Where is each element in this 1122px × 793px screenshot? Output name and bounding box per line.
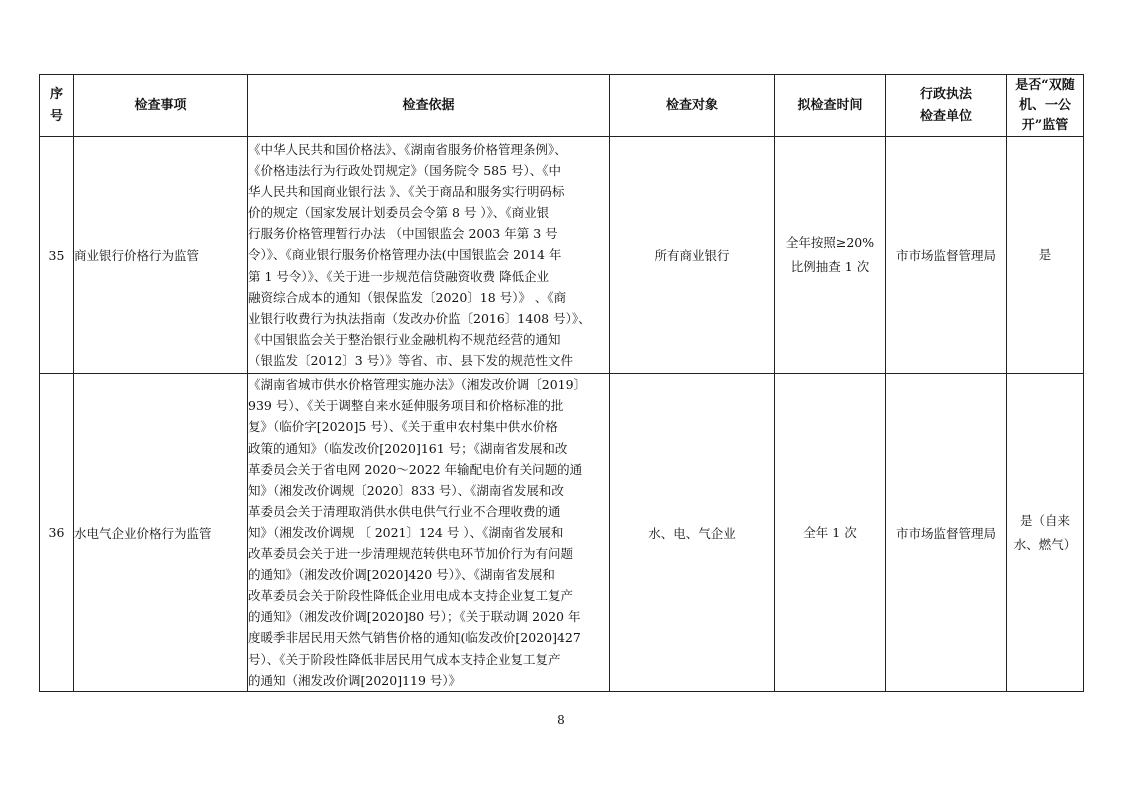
cell-seq: 36 [40,374,74,692]
header-target: 检查对象 [610,75,775,137]
cell-item: 商业银行价格行为监管 [74,137,248,374]
header-unit: 行政执法 检查单位 [886,75,1007,137]
cell-unit: 市市场监督管理局 [886,137,1007,374]
header-time: 拟检查时间 [775,75,886,137]
cell-time: 全年按照≥20% 比例抽查 1 次 [775,137,886,374]
cell-dual-random: 是 [1007,137,1084,374]
cell-target: 所有商业银行 [610,137,775,374]
header-row [40,75,1084,137]
header-item: 检查事项 [74,75,248,137]
cell-seq: 35 [40,137,74,374]
inspection-table [39,74,1084,692]
header-seq: 序 号 [40,75,74,137]
cell-time: 全年 1 次 [775,374,886,692]
cell-basis: 《中华人民共和国价格法》、《湖南省服务价格管理条例》、 《价格违法行为行政处罚规定》（国务院令 585 号）、《中 华人民共和国商业银行法 》、《关于商品和服务实行明码标 价的规定（国家发展计划委员会令第 8 号 ）》、《商业银 行服务价格管理暂行办法 （中国银监会 2003 年第 3 号 令）》、《商业银行服务价格管理办法(中国银监会 2014 年 第 1 号令）》、《关于进一步规范信贷融资收费 降低企业 融资综合成本的通知（银保监发〔2020〕18 号）》 、《商 业银行收费行为执法指南（发改办价监〔2016〕1408 号）》、 《中国银监会关于整治银行业金融机构不规范经营的通知 （银监发〔2012〕3 号）》等省、市、县下发的规范性文件 [248,137,610,374]
cell-dual-random: 是（自来 水、燃气） [1007,374,1084,692]
page-number: 8 [557,713,565,727]
cell-target: 水、电、气企业 [610,374,775,692]
table-row [40,137,1084,374]
header-dual-random: 是否“双随 机、一公 开”监管 [1007,75,1084,137]
header-basis: 检查依据 [248,75,610,137]
cell-item: 水电气企业价格行为监管 [74,374,248,692]
table-row [40,374,1084,692]
cell-unit: 市市场监督管理局 [886,374,1007,692]
cell-basis: 《湖南省城市供水价格管理实施办法》（湘发改价调〔2019〕 939 号）、《关于调整自来水延伸服务项目和价格标准的批 复》（临价字[2020]5 号）、《关于重申农村集中供水价格 政策的通知》（临发改价[2020]161 号；《湖南省发展和改 革委员会关于省电网 2020～2022 年输配电价有关问题的通 知》（湘发改价调规〔2020〕833 号）、《湖南省发展和改 革委员会关于清理取消供水供电供气行业不合理收费的通 知》（湘发改价调规 〔 2021〕124 号 ）、《湖南省发展和 改革委员会关于进一步清理规范转供电环节加价行为有问题 的通知》（湘发改价调[2020]420 号）》、《湖南省发展和 改革委员会关于阶段性降低企业用电成本支持企业复工复产 的通知》（湘发改价调[2020]80 号）；《关于联动调 2020 年 度暖季非居民用天然气销售价格的通知(临发改价[2020]427 号）、《关于阶段性降低非居民用气成本支持企业复工复产 的通知（湘发改价调[2020]119 号）》 [248,374,610,692]
